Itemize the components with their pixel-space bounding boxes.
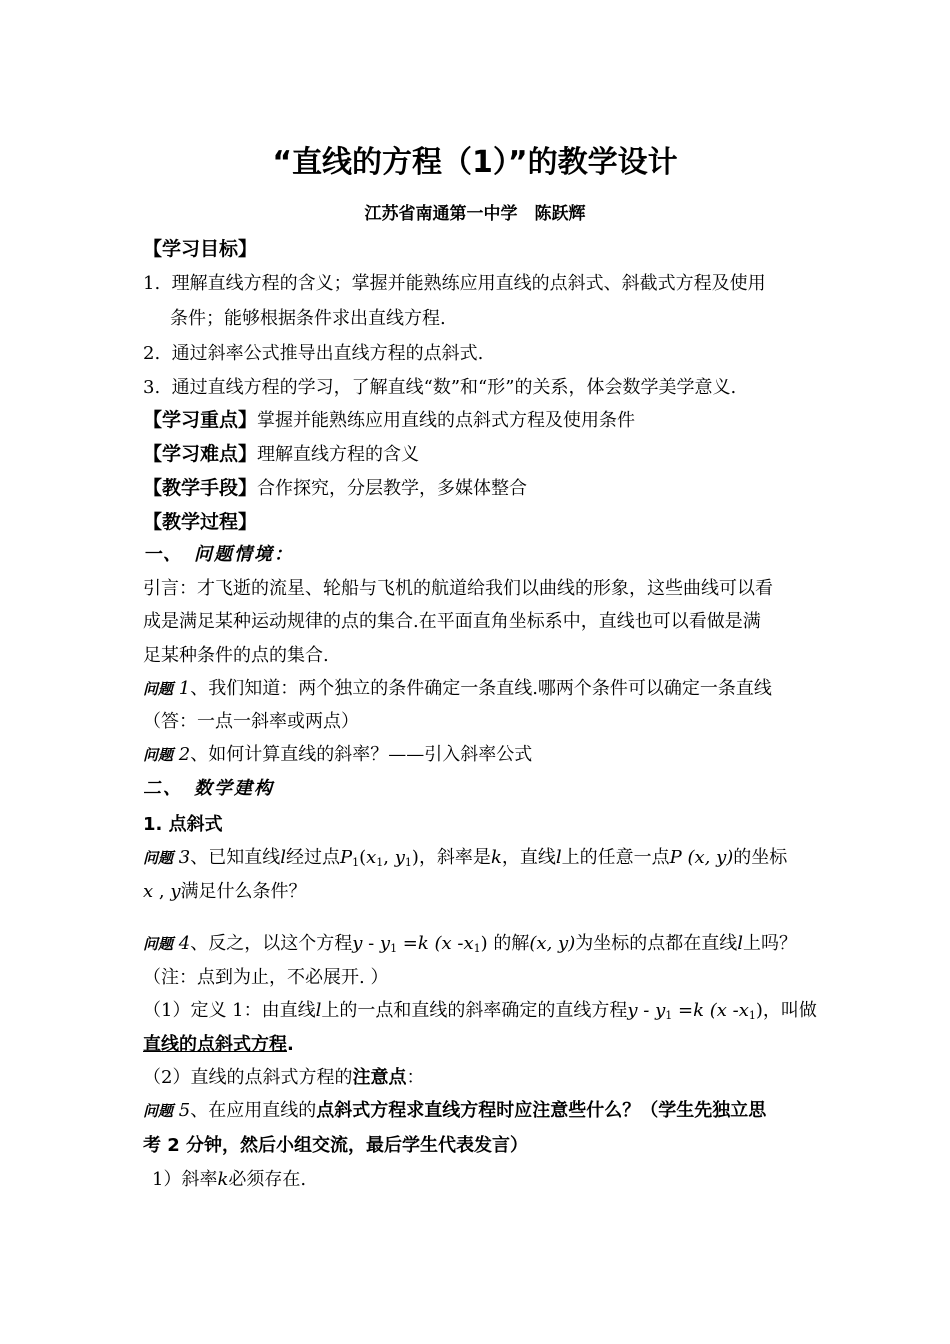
intro-line-1: 引言：才飞逝的流星、轮船与飞机的航道给我们以曲线的形象，这些曲线可以看: [143, 578, 773, 599]
definition-1: （1）定义 1：由直线l上的一点和直线的斜率确定的直线方程$y - y_1 =k$ (x $-x_1$)，叫做: [143, 1000, 817, 1022]
question-4: 问题 4、反之，以这个方程$y - y_1 =k$ (x $-x_1$) 的解(x, y)为坐标的点都在直线l上吗？: [143, 933, 797, 955]
question-1-answer: （答：一点一斜率或两点）: [143, 711, 359, 732]
difficulty: 【学习难点】理解直线方程的含义: [143, 443, 420, 465]
question-1: 问题 1、我们知道：两个独立的条件确定一条直线.哪两个条件可以确定一条直线: [143, 678, 772, 699]
question-3: 问题 3、已知直线l经过点$P_1(x_1$, $y_1$)，斜率是k，直线l上的任意一点P (x, y)的坐标: [143, 847, 788, 869]
process-heading: 【教学过程】: [143, 511, 258, 533]
question-5: 问题 5、在应用直线的点斜式方程求直线方程时应注意些什么？（学生先独立思: [143, 1100, 767, 1121]
question-4-note: （注：点到为止，不必展开. ）: [143, 967, 389, 988]
intro-line-3: 足某种条件的点的集合.: [143, 645, 329, 666]
definition-1-cont: 直线的点斜式方程.: [143, 1034, 294, 1055]
attention-points: （2）直线的点斜式方程的注意点：: [143, 1067, 425, 1088]
question-2: 问题 2、如何计算直线的斜率？——引入斜率公式: [143, 744, 533, 765]
subsection-point-slope: 1. 点斜式: [143, 814, 223, 835]
section-2-heading: 二、 数学建构: [143, 778, 274, 799]
goal-3: 3. 通过直线方程的学习，了解直线“数”和“形”的关系，体会数学美学意义.: [143, 377, 737, 398]
section-1-heading: 一、 问题情境：: [143, 544, 294, 565]
goal-2: 2. 通过斜率公式推导出直线方程的点斜式.: [143, 343, 484, 364]
goal-1-cont: 条件；能够根据条件求出直线方程.: [170, 308, 446, 329]
question-5-cont: 考 2 分钟，然后小组交流，最后学生代表发言）: [143, 1135, 529, 1156]
goals-heading: 【学习目标】: [143, 238, 258, 260]
intro-line-2: 成是满足某种运动规律的点的集合.在平面直角坐标系中，直线也可以看做是满: [143, 611, 761, 632]
doc-title: “直线的方程（1）”的教学设计: [272, 145, 678, 180]
item-1: 1）斜率k必须存在.: [152, 1169, 307, 1190]
teaching-means: 【教学手段】合作探究，分层教学，多媒体整合: [143, 477, 528, 499]
doc-author: 江苏省南通第一中学 陈跃辉: [364, 204, 586, 224]
key-point: 【学习重点】掌握并能熟练应用直线的点斜式方程及使用条件: [143, 409, 636, 431]
goal-1: 1. 理解直线方程的含义；掌握并能熟练应用直线的点斜式、斜截式方程及使用: [143, 273, 766, 294]
question-3-cont: x , y满足什么条件？: [143, 881, 307, 902]
